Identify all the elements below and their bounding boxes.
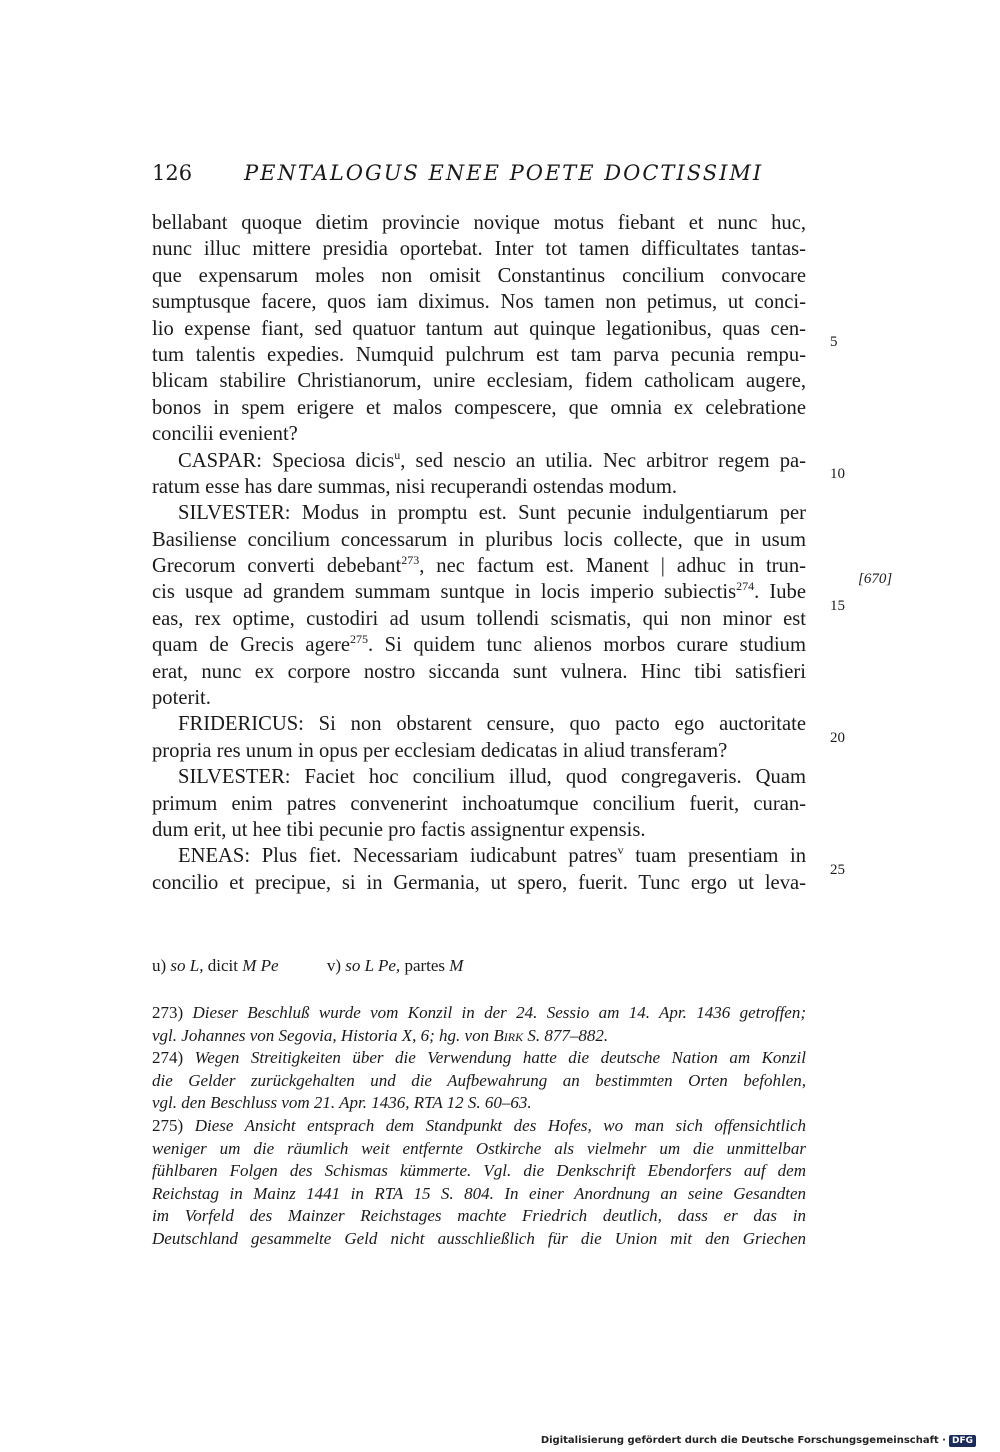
footnote-line: vgl. den Beschluss vom 21. Apr. 1436, RTA 12 S. 60–63. <box>152 1093 532 1113</box>
footnote-line: Deutschland gesammelte Geld nicht ausschließlich für die Union mit den Griechen <box>152 1228 806 1248</box>
text-line: bonos in spem erigere et malos compescere, que omnia ex celebratione <box>152 396 806 419</box>
text-line: poterit. <box>152 687 211 710</box>
apparatus-reading: dicit <box>207 956 238 975</box>
footnotes <box>152 1002 806 1251</box>
dfg-funding-notice <box>541 1435 976 1447</box>
footnote-ref: 273 <box>401 553 420 568</box>
text-line: lio expense fiant, sed quatuor tantum aut quinque legationibus, quas cen- <box>152 317 806 340</box>
text-segment: ENEAS: Plus fiet. Necessariam iudicabunt patres <box>178 845 618 868</box>
footnote-line: Reichstag in Mainz 1441 in RTA 15 S. 804. In einer Anordnung an seine Gesandten <box>152 1183 806 1203</box>
author-name: Birk <box>493 1025 524 1045</box>
text-line: FRIDERICUS: Si non obstarent censure, quo pacto ego auctoritate <box>178 713 806 736</box>
text-segment: quam de Grecis agere <box>152 634 351 657</box>
text-line <box>152 632 806 658</box>
footnote-number: 274) <box>152 1048 184 1068</box>
line-number: 10 <box>830 465 845 482</box>
text-segment: cis usque ad grandem summam suntque in locis imperio subiectis <box>152 581 737 604</box>
apparatus-entry <box>152 956 283 975</box>
footnote-text: Wegen Streitigkeiten über die Verwendung hatte die deutsche Nation am Konzil <box>194 1048 806 1068</box>
text-line: nunc illuc mittere presidia oportebat. Inter tot tamen difficultates tantas- <box>152 238 806 261</box>
apparatus-witness: M Pe <box>242 956 279 975</box>
text-line: blicam stabilire Christianorum, unire ecclesiam, fidem catholicam augere, <box>152 370 806 393</box>
text-line: concilio et precipue, si in Germania, ut spero, fuerit. Tunc ergo ut leva- <box>152 871 806 894</box>
folio-marker: [670] <box>858 571 893 588</box>
apparatus-note: so L Pe, <box>345 956 401 975</box>
text-segment: Grecorum converti debebant <box>152 555 402 578</box>
running-title: PENTALOGUS ENEE POETE DOCTISSIMI <box>244 161 764 185</box>
footnote-line: fühlbaren Folgen des Schismas kümmerte. Vgl. die Denkschrift Ebendorfers auf dem <box>152 1161 806 1181</box>
text-line: SILVESTER: Faciet hoc concilium illud, quod congregaveris. Quam <box>178 766 806 789</box>
footnote-line <box>152 1025 806 1048</box>
text-line: sumptusque facere, quos iam diximus. Nos tamen non petimus, ut conci- <box>152 291 806 314</box>
text-line: ratum esse has dare summas, nisi recuperandi ostendas modum. <box>152 475 678 498</box>
text-segment: , sed nescio an utilia. Nec arbitror regem pa- <box>400 449 806 472</box>
text-line <box>152 448 806 474</box>
text-line <box>152 843 806 869</box>
apparatus-mark: v <box>617 843 624 858</box>
page-number: 126 <box>152 161 193 185</box>
text-line: erat, nunc ex corpore nostro siccanda sunt vulnera. Hinc tibi satisfieri <box>152 660 806 683</box>
text-line: Basiliense concilium concessarum in pluribus locis collecte, que in usum <box>152 528 806 551</box>
footnote-line <box>152 1002 806 1025</box>
footnote-line <box>152 1047 806 1070</box>
text-segment: , nec factum est. Manent | adhuc in trun- <box>419 555 806 578</box>
text-segment: . Si quidem tunc alienos morbos curare studium <box>368 634 806 657</box>
text-line <box>152 579 806 605</box>
apparatus-witness: M <box>449 956 464 975</box>
apparatus-siglum: u) <box>152 956 167 975</box>
line-number: 5 <box>830 333 838 350</box>
footnote-line <box>152 1115 806 1138</box>
text-line <box>152 553 806 579</box>
text-segment: tuam presentiam in <box>623 845 806 868</box>
text-line: eas, rex optime, custodiri ad usum tollendi scismatis, qui non minor est <box>152 607 806 630</box>
footnote-line: weniger um die räumlich weit entfernte Ostkirche als vielmehr um die unmittelbar <box>152 1138 806 1158</box>
text-line: SILVESTER: Modus in promptu est. Sunt pecunie indulgentiarum per <box>178 502 806 525</box>
dfg-logo: DFG <box>949 1435 976 1447</box>
footnote-text: S. 877–882. <box>527 1025 609 1045</box>
footnote-ref: 274 <box>736 579 755 594</box>
text-line: dum erit, ut hee tibi pecunie pro factis assignentur expensis. <box>152 818 646 841</box>
text-segment: CASPAR: Speciosa dicis <box>178 449 395 472</box>
line-number: 20 <box>830 729 845 746</box>
footnote-number: 273) <box>152 1003 184 1022</box>
footnote-line: im Vorfeld des Mainzer Reichstages machte Friedrich deutlich, dass er das in <box>152 1206 806 1226</box>
footnote-ref: 275 <box>350 632 369 647</box>
footnote-number: 275) <box>152 1115 184 1135</box>
text-line: bellabant quoque dietim provincie novique motus fiebant et nunc huc, <box>152 212 806 234</box>
text-segment: . Iube <box>754 581 806 604</box>
apparatus-reading: partes <box>404 956 446 975</box>
apparatus-siglum: v) <box>326 956 341 975</box>
text-line: tum talentis expedies. Numquid pulchrum est tam parva pecunia rempu- <box>152 343 806 366</box>
dfg-notice-text: Digitalisierung gefördert durch die Deutsche Forschungsgemeinschaft · <box>540 1435 946 1446</box>
main-text <box>152 210 893 896</box>
footnote-text: Dieser Beschluß wurde vom Konzil in der 24. Sessio am 14. Apr. 1436 getroffen; <box>192 1003 806 1022</box>
critical-apparatus <box>152 956 507 976</box>
footnote-text: vgl. Johannes von Segovia, Historia X, 6; hg. von <box>152 1025 490 1045</box>
line-number: 15 <box>830 597 845 614</box>
text-line: primum enim patres convenerint inchoatumque concilium fuerit, curan- <box>152 792 806 815</box>
apparatus-note: so L, <box>170 956 204 975</box>
apparatus-mark: u <box>394 447 401 462</box>
text-line: que expensarum moles non omisit Constantinus concilium convocare <box>152 264 806 287</box>
text-line: concilii evenient? <box>152 423 298 446</box>
apparatus-entry <box>327 956 464 975</box>
footnote-line: die Gelder zurückgehalten und die Aufbewahrung an bestimmten Orten befohlen, <box>152 1070 806 1090</box>
line-number: 25 <box>830 861 845 878</box>
footnote-text: Diese Ansicht entsprach dem Standpunkt des Hofes, wo man sich offensichtlich <box>194 1115 807 1135</box>
text-line: propria res unum in opus per ecclesiam dedicatas in aliud transferam? <box>152 739 728 762</box>
